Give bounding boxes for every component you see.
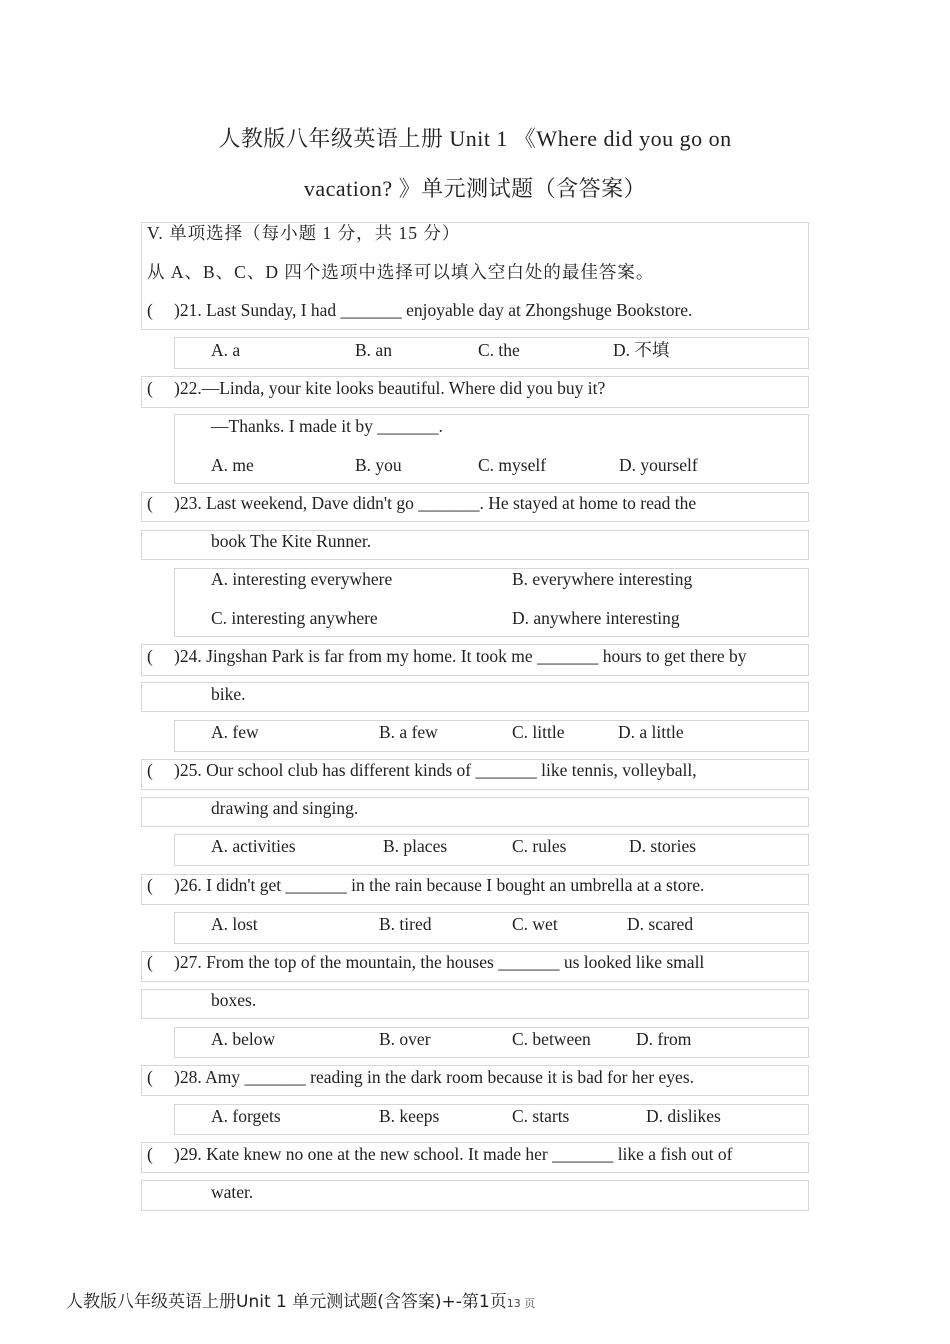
question-27-stem-cont: boxes. [211,990,257,1010]
question-26-stem: )26. I didn't get _______ in the rain because I bought an umbrella at a store. [174,875,705,895]
document-title-line-2: vacation? 》单元测试题（含答案） [303,176,647,201]
option-a: A. lost [211,914,258,934]
option-c: C. little [512,722,565,742]
question-25-stem-cont: drawing and singing. [211,798,359,818]
document-title-line-1: 人教版八年级英语上册 Unit 1 《Where did you go on [218,126,732,151]
answer-paren: ( [147,952,153,972]
option-d: D. a little [618,722,684,742]
question-21-stem: )21. Last Sunday, I had _______ enjoyable day at Zhongshuge Bookstore. [174,300,693,320]
question-28-stem: )28. Amy _______ reading in the dark room because it is bad for her eyes. [174,1067,695,1087]
answer-paren: ( [147,875,153,895]
option-a: A. below [211,1029,276,1049]
option-b: B. everywhere interesting [512,569,693,589]
option-c: C. starts [512,1106,570,1126]
option-d: D. 不填 [613,340,670,360]
options-row [174,720,809,752]
option-a: A. activities [211,836,296,856]
page-footer [66,1287,535,1312]
question-29-stem-cont: water. [211,1182,254,1202]
option-c: C. the [478,340,520,360]
section-instruction: 从 A、B、C、D 四个选项中选择可以填入空白处的最佳答案。 [147,262,655,282]
option-c: C. interesting anywhere [211,608,378,628]
question-24-stem: )24. Jingshan Park is far from my home. It took me _______ hours to get there by [174,646,747,666]
question-27-stem: )27. From the top of the mountain, the houses _______ us looked like small [174,952,705,972]
question-22-stem: )22.—Linda, your kite looks beautiful. Where did you buy it? [174,378,606,398]
answer-paren: ( [147,493,153,513]
question-23-stem-cont: book The Kite Runner. [211,531,372,551]
option-d: D. dislikes [646,1106,721,1126]
answer-paren: ( [147,1144,153,1164]
answer-paren: ( [147,300,153,320]
option-c: C. rules [512,836,567,856]
option-b: B. a few [379,722,438,742]
question-23-stem: )23. Last weekend, Dave didn't go _______. He stayed at home to read the [174,493,697,513]
question-22-reply: —Thanks. I made it by _______. [211,416,443,436]
question-25-stem: )25. Our school club has different kinds of _______ like tennis, volleyball, [174,760,697,780]
option-a: A. a [211,340,241,360]
option-b: B. you [355,455,402,475]
answer-paren: ( [147,378,153,398]
option-b: B. tired [379,914,432,934]
option-c: C. myself [478,455,547,475]
option-b: B. keeps [379,1106,440,1126]
option-a: A. me [211,455,254,475]
option-d: D. anywhere interesting [512,608,680,628]
answer-paren: ( [147,760,153,780]
option-b: B. over [379,1029,431,1049]
option-b: B. places [383,836,448,856]
option-a: A. forgets [211,1106,281,1126]
options-row [174,912,809,944]
option-d: D. from [636,1029,692,1049]
option-d: D. stories [629,836,697,856]
option-c: C. wet [512,914,558,934]
footer-page-count: 13 页 [506,1297,536,1310]
section-heading: V. 单项选择（每小题 1 分，共 15 分） [147,223,461,243]
answer-paren: ( [147,646,153,666]
question-29-stem: )29. Kate knew no one at the new school. It made her _______ like a fish out of [174,1144,733,1164]
question-24-stem-cont: bike. [211,684,246,704]
option-c: C. between [512,1029,591,1049]
option-a: A. interesting everywhere [211,569,393,589]
option-d: D. yourself [619,455,698,475]
option-b: B. an [355,340,392,360]
answer-paren: ( [147,1067,153,1087]
option-a: A. few [211,722,259,742]
option-d: D. scared [627,914,694,934]
footer-text: 人教版八年级英语上册Unit 1 单元测试题(含答案)+-第1页 [66,1292,507,1312]
